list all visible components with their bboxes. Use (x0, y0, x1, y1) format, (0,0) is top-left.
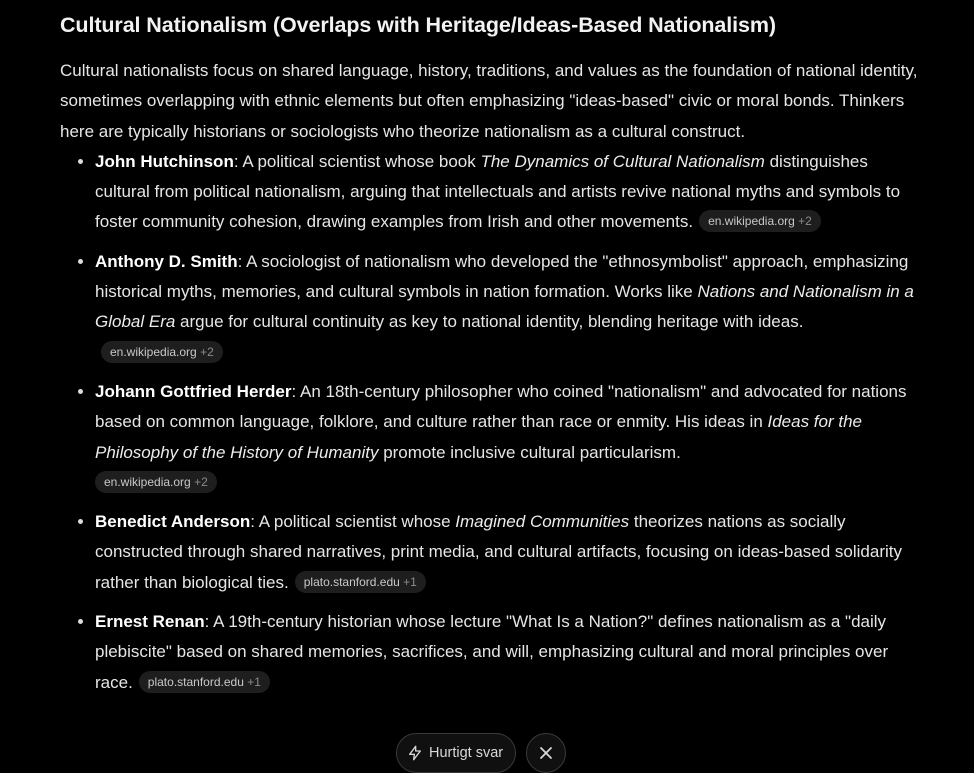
intro-paragraph: Cultural nationalists focus on shared language, history, traditions, and values as the foundation of national identity, sometimes overlapping with ethnic elements but often emphasizing "ideas-based" civic or moral bonds. Thinkers here are typically historians or sociologists who theorize nationalism as a cultural construct. (60, 61, 918, 141)
source-chip[interactable] (139, 671, 270, 693)
item-text: : A political scientist whose book (233, 151, 481, 171)
close-button[interactable] (526, 733, 566, 773)
source-count: +2 (200, 344, 214, 359)
thinker-name: Johann Gottfried Herder (95, 381, 292, 401)
source-chip[interactable] (699, 210, 821, 232)
source-domain: plato.stanford.edu (147, 674, 244, 689)
close-icon (539, 746, 553, 760)
lightning-icon (407, 745, 423, 761)
item-text: promote inclusive cultural particularism. (378, 442, 681, 462)
book-title: Imagined Communities (455, 512, 630, 532)
quick-reply-label: Hurtigt svar (429, 745, 504, 761)
source-count: +1 (247, 674, 261, 689)
source-domain: en.wikipedia.org (104, 474, 191, 489)
list-item (95, 507, 920, 598)
list-item (95, 147, 920, 238)
thinker-name: Anthony D. Smith (95, 251, 238, 271)
list-item (95, 607, 920, 698)
item-text: theorizes nations as socially constructed through shared narratives, print media, and cultural artifacts, focusing on ideas-based solidarity rather than biological ties. (95, 512, 902, 592)
source-chip[interactable] (95, 471, 217, 493)
source-chip[interactable] (101, 341, 223, 363)
source-count: +2 (194, 474, 208, 489)
source-chip[interactable] (295, 571, 426, 593)
item-text: : A 19th-century historian whose lecture "What Is a Nation?" defines nationalism as a "daily plebiscite" based on shared memories, sacrifices, and will, emphasizing cultural and moral principles over race. (95, 612, 889, 692)
source-domain: en.wikipedia.org (708, 214, 795, 229)
section-heading: Cultural Nationalism (Overlaps with Heritage/Ideas-Based Nationalism) (60, 13, 776, 37)
source-count: +1 (403, 574, 417, 589)
bottom-action-bar (396, 733, 566, 773)
book-title: Ideas for the Philosophy of the History of Humanity (95, 412, 863, 462)
quick-reply-button[interactable] (396, 733, 516, 773)
list-item (95, 247, 920, 368)
item-text: distinguishes cultural from political nationalism, arguing that intellectuals and artists revive national myths and symbols to foster community cohesion, drawing examples from Irish and other movements. (95, 151, 901, 232)
item-text: : A political scientist whose (250, 512, 456, 532)
response-content (60, 10, 920, 707)
item-text: : A sociologist of nationalism who developed the "ethnosymbolist" approach, emphasizing historical myths, memories, and cultural symbols in nation formation. Works like (95, 251, 909, 302)
thinker-name: John Hutchinson (95, 151, 234, 171)
book-title: Nations and Nationalism in a Global Era (95, 282, 914, 332)
list-item (95, 377, 920, 498)
item-text: argue for cultural continuity as key to national identity, blending heritage with ideas. (175, 312, 804, 332)
thinker-name: Benedict Anderson (95, 512, 251, 532)
thinkers-list (60, 147, 920, 698)
thinker-name: Ernest Renan (95, 612, 205, 632)
book-title: The Dynamics of Cultural Nationalism (480, 151, 765, 171)
source-domain: plato.stanford.edu (303, 574, 400, 589)
source-domain: en.wikipedia.org (110, 344, 197, 359)
item-text: : An 18th-century philosopher who coined "nationalism" and advocated for nations based on common language, folklore, and culture rather than race or enmity. His ideas in (95, 381, 907, 432)
source-count: +2 (798, 214, 812, 229)
